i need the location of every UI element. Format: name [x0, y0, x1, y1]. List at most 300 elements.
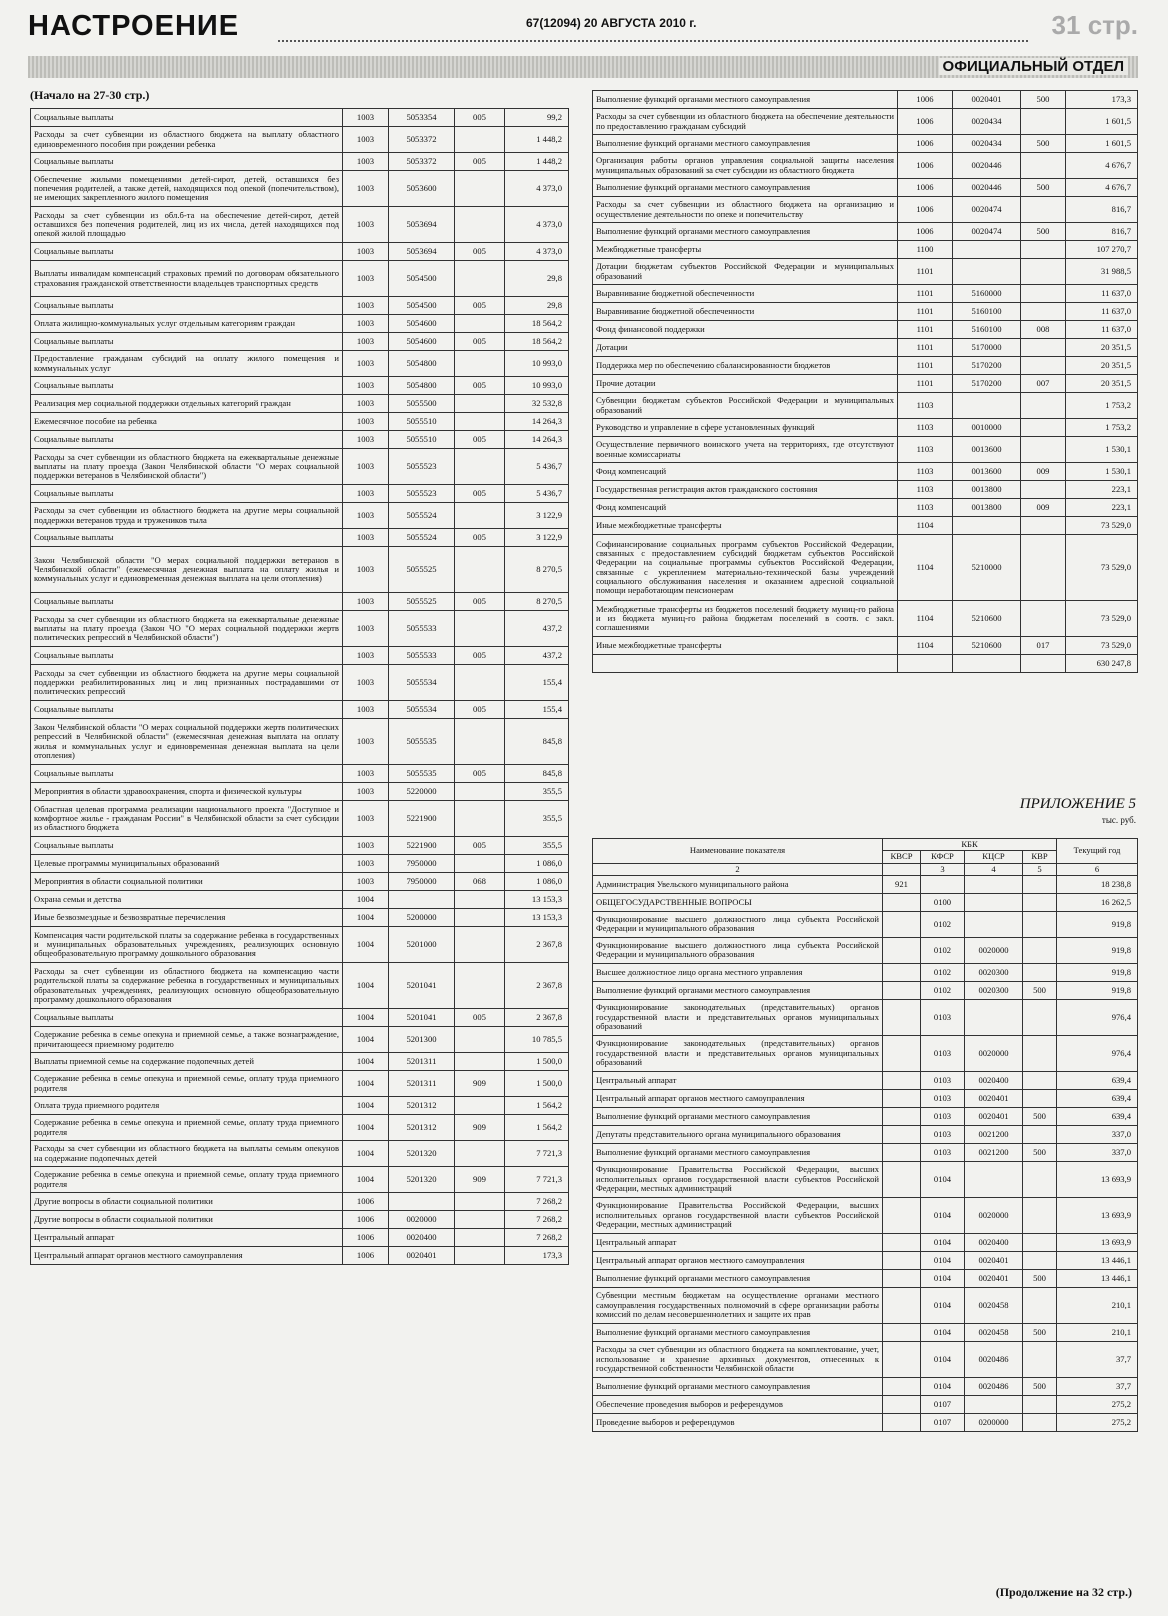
row-type: [1021, 357, 1066, 375]
row-amount: 14 264,3: [505, 431, 569, 449]
continued-to-note: (Продолжение на 32 стр.): [995, 1585, 1132, 1599]
row-target: 5053694: [389, 243, 455, 261]
row-amount: 155,4: [505, 665, 569, 701]
table-row: [31, 1229, 569, 1247]
row-target: 0020434: [953, 135, 1021, 153]
row-section: 1003: [343, 547, 389, 593]
row-type: 005: [455, 431, 505, 449]
row-type: [1021, 419, 1066, 437]
row-target: 5055533: [389, 647, 455, 665]
row-section: 1004: [343, 1141, 389, 1167]
row-amount: 18 564,2: [505, 315, 569, 333]
table-row: [593, 875, 1138, 893]
row-section: 1006: [343, 1247, 389, 1265]
row-section: 1003: [343, 701, 389, 719]
row-kcsr: 0020400: [965, 1233, 1023, 1251]
table-row: [593, 911, 1138, 937]
table-row: [593, 517, 1138, 535]
row-amount: 437,2: [505, 611, 569, 647]
row-kcsr: 0020300: [965, 963, 1023, 981]
row-section: 1103: [898, 393, 953, 419]
row-type: [455, 909, 505, 927]
row-amount: 20 351,5: [1066, 357, 1138, 375]
header-kvr: КВР: [1023, 851, 1057, 863]
table-row: [31, 963, 569, 1009]
row-amount: 337,0: [1057, 1143, 1138, 1161]
table-row: [593, 1197, 1138, 1233]
table-row: [31, 855, 569, 873]
row-amount: 845,8: [505, 765, 569, 783]
row-kvsr: [883, 1251, 921, 1269]
table-row: [593, 1161, 1138, 1197]
row-type: 909: [455, 1115, 505, 1141]
row-target: 5053694: [389, 207, 455, 243]
row-section: 1003: [343, 315, 389, 333]
row-name: Расходы за счет субвенции из областного бюджета на комплектование, учет, использование и хранение архивных документов, отнесенных к государственной собственности Челябинской области: [593, 1341, 883, 1377]
row-name: Предоставление гражданам субсидий на оплату жилого помещения и коммунальных услуг: [31, 351, 343, 377]
table-row: [593, 91, 1138, 109]
table-row: [593, 357, 1138, 375]
row-name: Расходы за счет субвенции из областного бюджета на ежеквартальные денежные выплаты на плату проезда (Закон ЧО "О мерах социальной поддержки жертв политических репрессий в Челябинской области"): [31, 611, 343, 647]
row-kvsr: [883, 1341, 921, 1377]
row-name: Функционирование высшего должностного лица субъекта Российской Федерации и муниципального образования: [593, 937, 883, 963]
table-row: [31, 413, 569, 431]
row-name: Центральный аппарат: [593, 1071, 883, 1089]
row-target: 5201000: [389, 927, 455, 963]
row-name: Мероприятия в области социальной политики: [31, 873, 343, 891]
row-type: [455, 1027, 505, 1053]
table-row: [593, 463, 1138, 481]
row-amount: 11 637,0: [1066, 303, 1138, 321]
row-section: 1003: [343, 665, 389, 701]
row-amount: 4 676,7: [1066, 179, 1138, 197]
table-row: [31, 1141, 569, 1167]
section-title: НАСТРОЕНИЕ: [28, 10, 240, 42]
row-type: 005: [455, 647, 505, 665]
row-amount: 1 753,2: [1066, 393, 1138, 419]
table-row: [31, 431, 569, 449]
row-target: 0020474: [953, 223, 1021, 241]
row-name: Социальные выплаты: [31, 701, 343, 719]
row-section: 1101: [898, 285, 953, 303]
row-amount: 3 122,9: [505, 503, 569, 529]
budget-table-right: [592, 90, 1138, 673]
row-section: 1003: [343, 333, 389, 351]
row-amount: 29,8: [505, 297, 569, 315]
row-name: Дотации: [593, 339, 898, 357]
row-amount: 275,2: [1057, 1395, 1138, 1413]
row-kvsr: [883, 1035, 921, 1071]
row-section: 1104: [898, 517, 953, 535]
row-name: Центральный аппарат органов местного самоуправления: [31, 1247, 343, 1265]
row-section: 1101: [898, 357, 953, 375]
table-row: [31, 837, 569, 855]
table-row: [593, 937, 1138, 963]
row-type: [455, 1229, 505, 1247]
table-row: [593, 893, 1138, 911]
table-row: [593, 1089, 1138, 1107]
table-row: [31, 891, 569, 909]
row-target: [389, 891, 455, 909]
row-type: [455, 963, 505, 1009]
row-amount: 2 367,8: [505, 927, 569, 963]
row-section: 1101: [898, 303, 953, 321]
row-kcsr: 0021200: [965, 1143, 1023, 1161]
row-amount: 4 676,7: [1066, 153, 1138, 179]
row-target: [953, 393, 1021, 419]
row-name: Социальные выплаты: [31, 837, 343, 855]
row-amount: 16 262,5: [1057, 893, 1138, 911]
row-type: [455, 171, 505, 207]
page-number: 31 стр.: [1051, 10, 1138, 40]
row-kvr: [1023, 911, 1057, 937]
row-amount: 13 693,9: [1057, 1161, 1138, 1197]
row-name: Прочие дотации: [593, 375, 898, 393]
row-name: Компенсация части родительской платы за содержание ребенка в государственных и муниципальных образовательных учреждениях, реализующих основную общеобразовательную программу дошкольного образования: [31, 927, 343, 963]
row-name: Социальные выплаты: [31, 1009, 343, 1027]
row-type: 007: [1021, 375, 1066, 393]
row-section: 1003: [343, 395, 389, 413]
row-kvr: [1023, 893, 1057, 911]
table-row: [31, 547, 569, 593]
row-type: [1021, 601, 1066, 637]
row-type: 005: [455, 593, 505, 611]
row-section: 1003: [343, 873, 389, 891]
row-amount: 10 993,0: [505, 377, 569, 395]
row-target: 5055533: [389, 611, 455, 647]
row-name: Расходы за счет субвенции из областного бюджета на ежеквартальные денежные выплаты на плату проезда (Закон Челябинской области "О мерах социальной поддержки ветеранов в Челябинской области"): [31, 449, 343, 485]
table-row: [593, 1413, 1138, 1431]
row-kvsr: [883, 1107, 921, 1125]
row-section: 1004: [343, 1009, 389, 1027]
row-section: 1003: [343, 413, 389, 431]
row-name: Расходы за счет субвенции из областного бюджета на организацию и осуществление деятельности по опеке и попечительству: [593, 197, 898, 223]
row-amount: 10 785,5: [505, 1027, 569, 1053]
row-kcsr: [965, 999, 1023, 1035]
row-target: 5210600: [953, 601, 1021, 637]
row-type: [455, 1247, 505, 1265]
row-type: [455, 1097, 505, 1115]
row-amount: 13 693,9: [1057, 1197, 1138, 1233]
row-kfsr: 0103: [921, 1107, 965, 1125]
row-kcsr: 0020000: [965, 1197, 1023, 1233]
row-name: Социальные выплаты: [31, 333, 343, 351]
row-type: 009: [1021, 463, 1066, 481]
row-target: 7950000: [389, 873, 455, 891]
row-name: Выполнение функций органами местного самоуправления: [593, 135, 898, 153]
row-target: 5054500: [389, 297, 455, 315]
row-name: Функционирование законодательных (представительных) органов государственной власти и представительных органов муниципальных образований: [593, 999, 883, 1035]
table-row: [31, 1053, 569, 1071]
row-type: [1021, 535, 1066, 601]
table-row: [31, 171, 569, 207]
table-row: [31, 297, 569, 315]
row-amount: 816,7: [1066, 223, 1138, 241]
row-section: 1006: [898, 91, 953, 109]
budget-table-left: [30, 108, 569, 1265]
row-type: [455, 449, 505, 485]
row-section: 1006: [898, 197, 953, 223]
row-amount: 639,4: [1057, 1071, 1138, 1089]
row-name: Реализация мер социальной поддержки отдельных категорий граждан: [31, 395, 343, 413]
row-target: 5055525: [389, 547, 455, 593]
row-kvr: [1023, 1035, 1057, 1071]
row-type: [1021, 655, 1066, 673]
row-name: Выравнивание бюджетной обеспеченности: [593, 303, 898, 321]
row-type: 500: [1021, 223, 1066, 241]
table-row: [31, 1027, 569, 1053]
row-target: 5055534: [389, 701, 455, 719]
row-kcsr: 0020401: [965, 1251, 1023, 1269]
table-row: [31, 647, 569, 665]
row-name: Целевые программы муниципальных образований: [31, 855, 343, 873]
row-amount: 7 721,3: [505, 1141, 569, 1167]
row-type: [455, 927, 505, 963]
table-row: [593, 1287, 1138, 1323]
col-number: 3: [921, 863, 965, 875]
row-name: Социальные выплаты: [31, 431, 343, 449]
row-kcsr: 0020458: [965, 1323, 1023, 1341]
row-target: 5201041: [389, 1009, 455, 1027]
row-name: Организация работы органов управления социальной защиты населения муниципальных образований за счет субсидии из областного бюджета: [593, 153, 898, 179]
row-section: 1006: [898, 135, 953, 153]
row-amount: 11 637,0: [1066, 285, 1138, 303]
row-amount: 13 693,9: [1057, 1233, 1138, 1251]
row-amount: 37,7: [1057, 1377, 1138, 1395]
table-row: [593, 535, 1138, 601]
table-row: [593, 1107, 1138, 1125]
row-kvsr: [883, 893, 921, 911]
row-section: 1003: [343, 351, 389, 377]
row-target: 5201300: [389, 1027, 455, 1053]
table-row: [31, 449, 569, 485]
row-name: Содержание ребенка в семье опекуна и приемной семье, оплату труда приемного родителя: [31, 1167, 343, 1193]
row-name: Расходы за счет субвенции из областного бюджета на выплаты семьям опекунов на содержание подопечных детей: [31, 1141, 343, 1167]
table-row: [31, 529, 569, 547]
row-target: 0020401: [953, 91, 1021, 109]
row-kvr: 500: [1023, 1323, 1057, 1341]
row-name: Социальные выплаты: [31, 485, 343, 503]
row-amount: 1 753,2: [1066, 419, 1138, 437]
table-row: [31, 261, 569, 297]
table-row: [593, 963, 1138, 981]
row-kvr: [1023, 1197, 1057, 1233]
row-name: Социальные выплаты: [31, 297, 343, 315]
row-kfsr: 0103: [921, 1143, 965, 1161]
row-kvr: [1023, 1161, 1057, 1197]
row-section: 1004: [343, 1071, 389, 1097]
row-section: 1006: [898, 153, 953, 179]
row-kvr: [1023, 999, 1057, 1035]
table-row: [31, 503, 569, 529]
row-kvsr: [883, 1197, 921, 1233]
table-row: [31, 1167, 569, 1193]
row-kfsr: 0107: [921, 1395, 965, 1413]
table-row: [31, 593, 569, 611]
row-kvr: [1023, 1395, 1057, 1413]
row-kcsr: 0021200: [965, 1125, 1023, 1143]
row-name: Центральный аппарат: [31, 1229, 343, 1247]
row-target: [389, 1193, 455, 1211]
row-amount: 1 448,2: [505, 127, 569, 153]
row-amount: 4 373,0: [505, 243, 569, 261]
table-row: [31, 315, 569, 333]
row-name: Функционирование высшего должностного лица субъекта Российской Федерации и муниципального образования: [593, 911, 883, 937]
row-target: [953, 517, 1021, 535]
row-type: [455, 855, 505, 873]
row-kfsr: 0104: [921, 1377, 965, 1395]
row-kvsr: [883, 911, 921, 937]
row-kcsr: 0020400: [965, 1071, 1023, 1089]
row-kfsr: 0104: [921, 1341, 965, 1377]
row-target: 5053372: [389, 153, 455, 171]
row-target: 5201041: [389, 963, 455, 1009]
row-name: Социальные выплаты: [31, 243, 343, 261]
row-section: 1003: [343, 719, 389, 765]
table-row: [593, 1377, 1138, 1395]
row-name: Расходы за счет субвенции из областного бюджета на выплату областного единовременного пособия при рождении ребенка: [31, 127, 343, 153]
row-amount: 173,3: [505, 1247, 569, 1265]
row-amount: 1 086,0: [505, 855, 569, 873]
row-section: 1003: [343, 207, 389, 243]
row-kvr: [1023, 1089, 1057, 1107]
row-name: Выполнение функций органами местного самоуправления: [593, 981, 883, 999]
row-type: 017: [1021, 637, 1066, 655]
row-kfsr: 0103: [921, 999, 965, 1035]
row-section: 1003: [343, 485, 389, 503]
row-target: 5210000: [953, 535, 1021, 601]
row-kfsr: 0102: [921, 963, 965, 981]
table-row: [593, 1395, 1138, 1413]
row-amount: 210,1: [1057, 1287, 1138, 1323]
row-section: 1104: [898, 601, 953, 637]
row-name: Поддержка мер по обеспечению сбалансированности бюджетов: [593, 357, 898, 375]
row-target: 5055535: [389, 765, 455, 783]
row-target: [953, 259, 1021, 285]
row-name: Межбюджетные трансферты: [593, 241, 898, 259]
row-name: Закон Челябинской области "О мерах социальной поддержки ветеранов в Челябинской области" (ежемесячная денежная выплата на оплату жилья и коммунальных услуг и единовременная денежная выплата на цели отопления): [31, 547, 343, 593]
row-name: Выполнение функций органами местного самоуправления: [593, 1323, 883, 1341]
row-kcsr: [965, 893, 1023, 911]
row-name: Социальные выплаты: [31, 647, 343, 665]
row-section: 1003: [343, 529, 389, 547]
row-name: Охрана семьи и детства: [31, 891, 343, 909]
table-row: [593, 1143, 1138, 1161]
table-row: [31, 351, 569, 377]
table-row: [31, 611, 569, 647]
table-row: [593, 601, 1138, 637]
row-name: Другие вопросы в области социальной политики: [31, 1211, 343, 1229]
row-section: 1006: [343, 1229, 389, 1247]
row-type: [455, 127, 505, 153]
row-name: Руководство и управление в сфере установленных функций: [593, 419, 898, 437]
table-row: [593, 499, 1138, 517]
row-kvr: [1023, 1341, 1057, 1377]
row-kvsr: [883, 937, 921, 963]
row-kfsr: 0104: [921, 1323, 965, 1341]
row-target: 5201311: [389, 1071, 455, 1097]
row-section: 1003: [343, 593, 389, 611]
row-amount: 73 529,0: [1066, 601, 1138, 637]
row-target: [953, 655, 1021, 673]
row-name: Фонд компенсаций: [593, 463, 898, 481]
table-row: [593, 393, 1138, 419]
row-amount: 37,7: [1057, 1341, 1138, 1377]
table-row: [31, 127, 569, 153]
row-name: Иные межбюджетные трансферты: [593, 517, 898, 535]
row-name: Оплата труда приемного родителя: [31, 1097, 343, 1115]
row-name: Областная целевая программа реализации национального проекта "Доступное и комфортное жилье - гражданам России" в Челябинской области за счет субсидии из областного бюджета: [31, 801, 343, 837]
row-amount: 18 238,8: [1057, 875, 1138, 893]
row-section: 1004: [343, 1053, 389, 1071]
row-name: Центральный аппарат: [593, 1233, 883, 1251]
table-row: [31, 719, 569, 765]
row-name: Содержание ребенка в семье опекуна и приемной семье, оплату труда приемного родителя: [31, 1071, 343, 1097]
row-section: 1101: [898, 259, 953, 285]
row-name: Другие вопросы в области социальной политики: [31, 1193, 343, 1211]
row-section: 1003: [343, 377, 389, 395]
row-kvsr: 921: [883, 875, 921, 893]
row-section: 1104: [898, 535, 953, 601]
row-type: [1021, 285, 1066, 303]
row-kfsr: 0104: [921, 1197, 965, 1233]
row-kvr: 500: [1023, 1269, 1057, 1287]
row-amount: 845,8: [505, 719, 569, 765]
row-name: Фонд компенсаций: [593, 499, 898, 517]
table-row: [593, 197, 1138, 223]
row-name: Мероприятия в области здравоохранения, спорта и физической культуры: [31, 783, 343, 801]
row-section: 1003: [343, 171, 389, 207]
row-amount: 210,1: [1057, 1323, 1138, 1341]
row-target: 5200000: [389, 909, 455, 927]
table-row: [593, 259, 1138, 285]
row-target: 5221900: [389, 801, 455, 837]
row-section: 1003: [343, 855, 389, 873]
row-type: 005: [455, 529, 505, 547]
row-amount: 630 247,8: [1066, 655, 1138, 673]
table-row: [593, 375, 1138, 393]
row-section: 1003: [343, 647, 389, 665]
row-name: Субвенции местным бюджетам на осуществление органами местного самоуправления государственных полномочий в сфере организации работы комиссий по делам несовершеннолетних и защите их прав: [593, 1287, 883, 1323]
row-target: 5160000: [953, 285, 1021, 303]
table-row: [31, 377, 569, 395]
header-name: Наименование показателя: [593, 839, 883, 864]
row-target: 0010000: [953, 419, 1021, 437]
row-type: 500: [1021, 179, 1066, 197]
row-type: 005: [455, 1009, 505, 1027]
table-row: [593, 1251, 1138, 1269]
row-name: Расходы за счет субвенции из областного бюджета на обеспечение деятельности по предоставлению гражданам субсидий: [593, 109, 898, 135]
row-section: 1003: [343, 153, 389, 171]
table-row: [31, 701, 569, 719]
table-row: [593, 981, 1138, 999]
row-kfsr: 0102: [921, 981, 965, 999]
row-kcsr: 0020300: [965, 981, 1023, 999]
table-row: [593, 303, 1138, 321]
row-target: 5055510: [389, 413, 455, 431]
row-amount: 29,8: [505, 261, 569, 297]
row-amount: 355,5: [505, 783, 569, 801]
table-row: [593, 109, 1138, 135]
row-name: Выполнение функций органами местного самоуправления: [593, 1377, 883, 1395]
row-kfsr: 0103: [921, 1035, 965, 1071]
table-row: [31, 243, 569, 261]
row-name: Выполнение функций органами местного самоуправления: [593, 1269, 883, 1287]
row-section: 1003: [343, 449, 389, 485]
row-target: 0020474: [953, 197, 1021, 223]
row-section: 1003: [343, 765, 389, 783]
table-row: [593, 1323, 1138, 1341]
